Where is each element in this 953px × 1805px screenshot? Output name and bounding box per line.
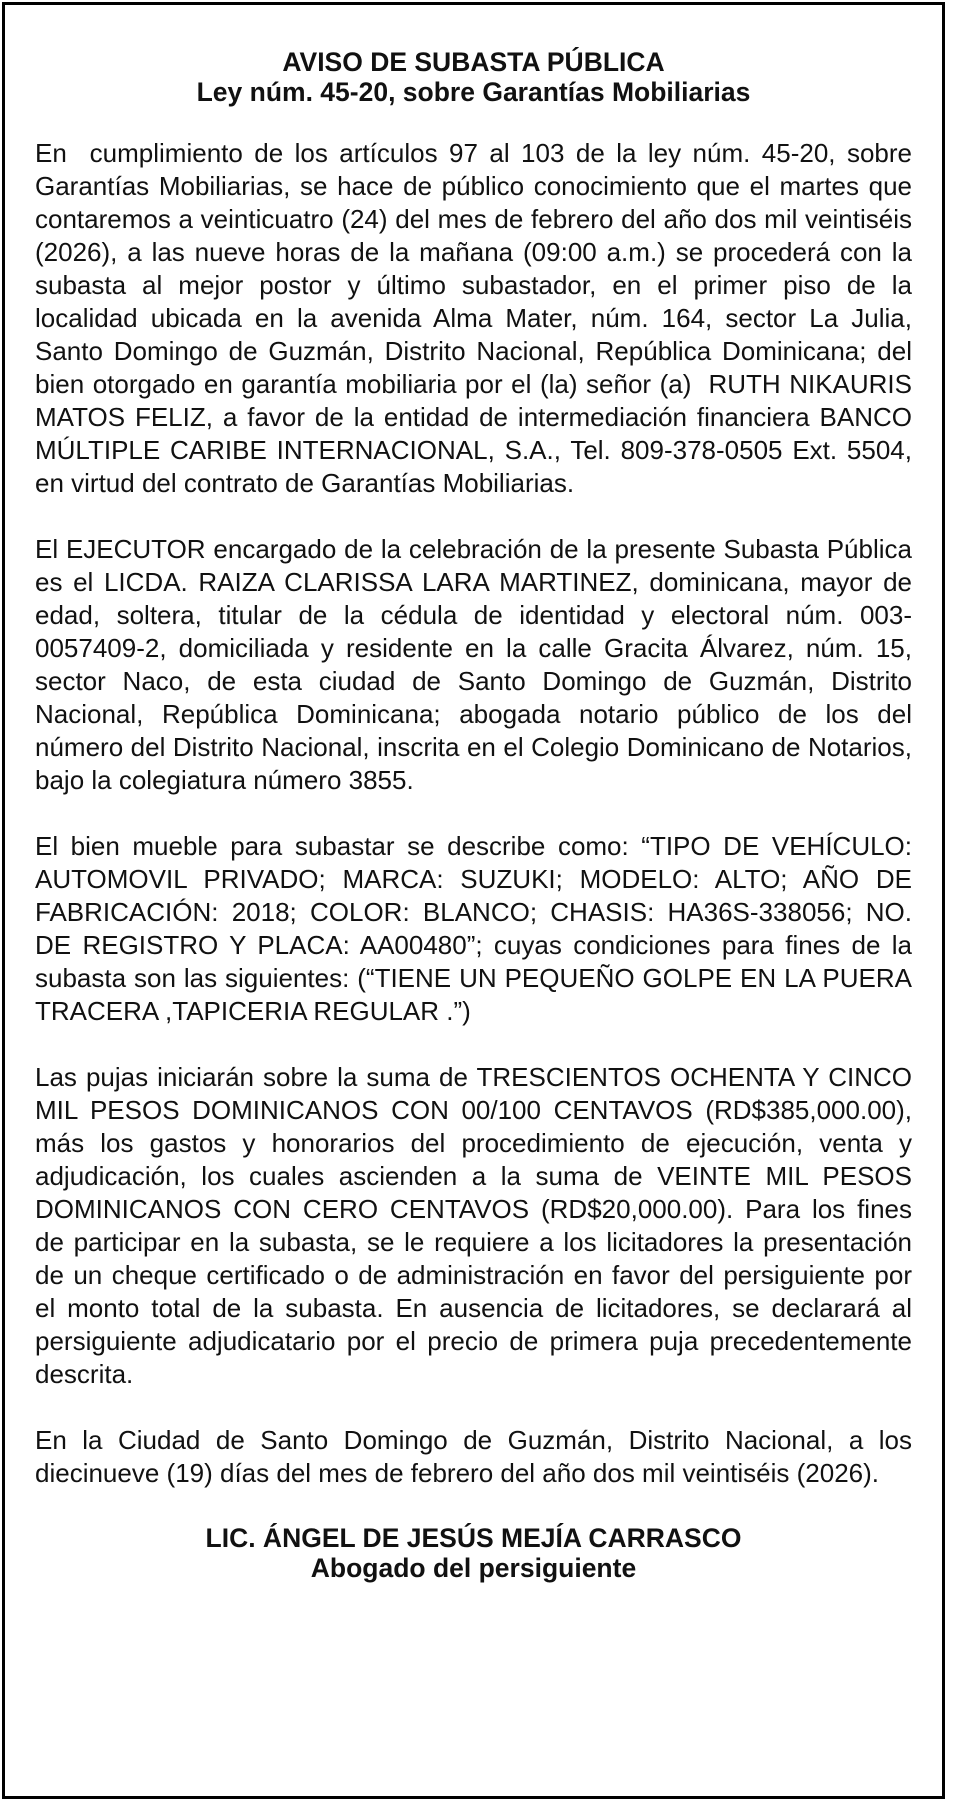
paragraph-auction-announcement: En cumplimiento de los artículos 97 al 103 de la ley núm. 45-20, sobre Garantías Mobiliarias, se hace de público conocimiento que el martes que contaremos a veinticuatro (24) del mes de febrero del año dos mil veintiséis (2026), a las nueve horas de la mañana (09:00 a.m.) se procederá con la subasta al mejor postor y último subastador, en el primer piso de la localidad ubicada en la avenida Alma Mater, núm. 164, sector La Julia, Santo Domingo de Guzmán, Distrito Nacional, República Dominicana; del bien otorgado en garantía mobiliaria por el (la) señor (a) RUTH NIKAURIS MATOS FELIZ, a favor de la entidad de intermediación financiera BANCO MÚLTIPLE CARIBE INTERNACIONAL, S.A., Tel. 809-378-0505 Ext. 5504, en virtud del contrato de Garantías Mobiliarias. xyxy=(35,138,920,498)
notice-title: AVISO DE SUBASTA PÚBLICA xyxy=(282,47,665,77)
signature-role: Abogado del persiguiente xyxy=(310,1553,637,1583)
signature-block xyxy=(35,1523,912,1583)
notice-body xyxy=(35,137,920,1490)
notice-subtitle: Ley núm. 45-20, sobre Garantías Mobiliarias xyxy=(196,77,751,107)
signature-name: LIC. ÁNGEL DE JESÚS MEJÍA CARRASCO xyxy=(205,1523,742,1553)
notice-heading xyxy=(35,47,912,107)
auction-notice xyxy=(2,2,945,1799)
paragraph-date-place: En la Ciudad de Santo Domingo de Guzmán, Distrito Nacional, a los diecinueve (19) días del mes de febrero del año dos mil veintiséis (2026). xyxy=(35,1425,920,1488)
paragraph-vehicle-description: El bien mueble para subastar se describe como: “TIPO DE VEHÍCULO: AUTOMOVIL PRIVADO; MARCA: SUZUKI; MODELO: ALTO; AÑO DE FABRICACIÓN: 2018; COLOR: BLANCO; CHASIS: HA36S-338056; NO. DE REGISTRO Y PLACA: AA00480”; cuyas condiciones para fines de la subasta son las siguientes: (“TIENE UN PEQUEÑO GOLPE EN LA PUERA TRACERA ,TAPICERIA REGULAR .”) xyxy=(35,831,920,1026)
paragraph-executor: El EJECUTOR encargado de la celebración de la presente Subasta Pública es el LICDA. RAIZA CLARISSA LARA MARTINEZ, dominicana, mayor de edad, soltera, titular de la cédula de identidad y electoral núm. 003-0057409-2, domiciliada y residente en la calle Gracita Álvarez, núm. 15, sector Naco, de esta ciudad de Santo Domingo de Guzmán, Distrito Nacional, República Dominicana; abogada notario público de los del número del Distrito Nacional, inscrita en el Colegio Dominicano de Notarios, bajo la colegiatura número 3855. xyxy=(35,534,920,795)
paragraph-bidding-terms: Las pujas iniciarán sobre la suma de TRESCIENTOS OCHENTA Y CINCO MIL PESOS DOMINICANOS CON 00/100 CENTAVOS (RD$385,000.00), más los gastos y honorarios del procedimiento de ejecución, venta y adjudicación, los cuales ascienden a la suma de VEINTE MIL PESOS DOMINICANOS CON CERO CENTAVOS (RD$20,000.00). Para los fines de participar en la subasta, se le requiere a los licitadores la presentación de un cheque certificado o de administración en favor del persiguiente por el monto total de la subasta. En ausencia de licitadores, se declarará al persiguiente adjudicatario por el precio de primera puja precedentemente descrita. xyxy=(35,1062,920,1389)
